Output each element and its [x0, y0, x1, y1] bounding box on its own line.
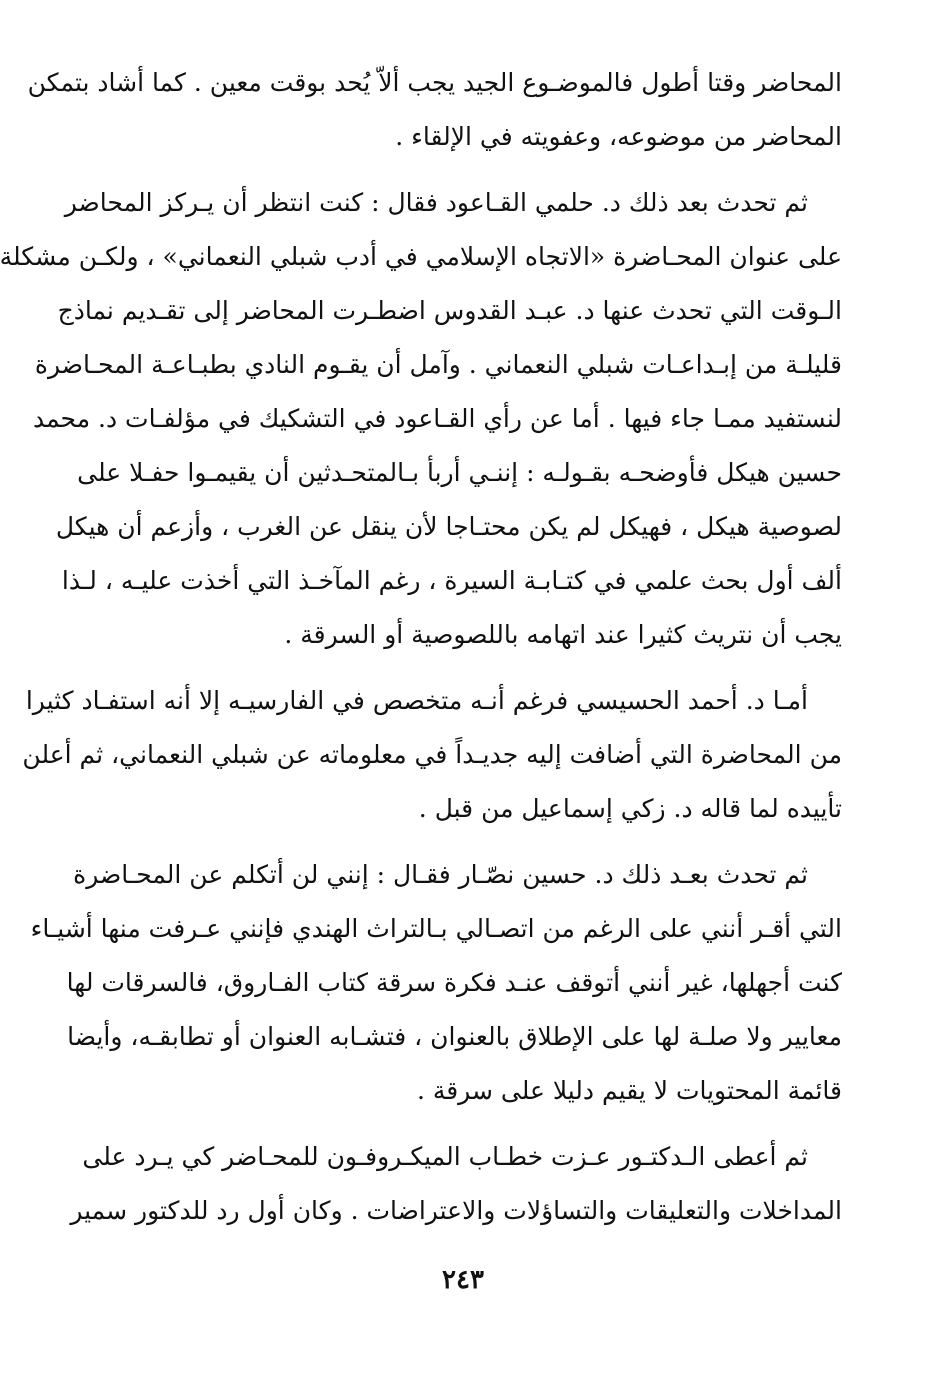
text-line: ثم أعطى الـدكتـور عـزت خطـاب الميكـروفـون للمحـاضر كي يـرد على	[82, 1142, 808, 1171]
paragraph	[30, 848, 842, 1118]
text-line: ثم تحدث بعد ذلك د. حلمي القـاعود فقال : كنت انتظر أن يـركز المحاضر	[64, 188, 808, 217]
text-line: كنت أجهلها، غير أنني أتوقف عنـد فكرة سرقة كتاب الفـاروق، فالسرقات لها	[66, 968, 842, 997]
text-line: تأييده لما قاله د. زكي إسماعيل من قبل .	[418, 794, 842, 823]
text-line: أمـا د. أحمد الحسيسي فرغم أنـه متخصص في الفارسيـه إلا أنه استفـاد كثيرا	[25, 686, 808, 715]
text-line: المحاضر وقتا أطول فالموضـوع الجيد يجب ألاّ يُحد بوقت معين . كما أشاد بتمكن	[27, 68, 842, 97]
text-line: ثم تحدث بعـد ذلك د. حسين نصّـار فقـال : إنني لن أتكلم عن المحـاضرة	[73, 860, 808, 889]
text-line: يجب أن نتريث كثيرا عند اتهامه باللصوصية أو السرقة .	[284, 620, 842, 649]
text-line: المداخلات والتعليقات والتساؤلات والاعتراضات . وكان أول رد للدكتور سمير	[70, 1196, 842, 1225]
text-line: قليلـة من إبـداعـات شبلي النعماني . وآمل أن يقـوم النادي بطبـاعـة المحـاضرة	[34, 350, 842, 379]
text-line: على عنوان المحـاضرة «الاتجاه الإسلامي في أدب شبلي النعماني» ، ولكـن مشكلة	[0, 242, 842, 271]
text-line: من المحاضرة التي أضافت إليه جديـداً في معلوماته عن شبلي النعماني، ثم أعلن	[22, 740, 842, 769]
paragraph	[70, 1130, 842, 1238]
paragraph	[0, 176, 842, 662]
body-text	[0, 56, 842, 1250]
text-line: ألف أول بحث علمي في كتـابـة السيرة ، رغم المآخـذ التي أخذت عليـه ، لـذا	[61, 566, 842, 595]
text-line: المحاضر من موضوعه، وعفويته في الإلقاء .	[395, 122, 842, 151]
text-line: الـوقت التي تحدث عنها د. عبـد القدوس اضطـرت المحاضر إلى تقـديم نماذج	[57, 296, 842, 325]
text-line: معايير ولا صلـة لها على الإطلاق بالعنوان ، فتشـابه العنوان أو تطابقـه، وأيضا	[67, 1022, 842, 1051]
text-line: لنستفيد ممـا جاء فيها . أما عن رأي القـاعود في التشكيك في مؤلفـات د. محمد	[32, 404, 842, 433]
text-line: قائمة المحتويات لا يقيم دليلا على سرقة .	[416, 1076, 842, 1105]
text-line: حسين هيكل فأوضحـه بقـولـه : إننـي أربأ بـالمتحـدثين أن يقيمـوا حفـلا على	[77, 458, 842, 487]
text-line: التي أقـر أنني على الرغم من اتصـالي بـالتراث الهندي فإنني عـرفت منها أشيـاء	[30, 914, 842, 943]
paragraph	[27, 56, 842, 164]
page-number: ٢٤٣	[442, 1265, 484, 1295]
text-line: لصوصية هيكل ، فهيكل لم يكن محتـاجا لأن ينقل عن الغرب ، وأزعم أن هيكل	[55, 512, 842, 541]
paragraph	[22, 674, 842, 836]
